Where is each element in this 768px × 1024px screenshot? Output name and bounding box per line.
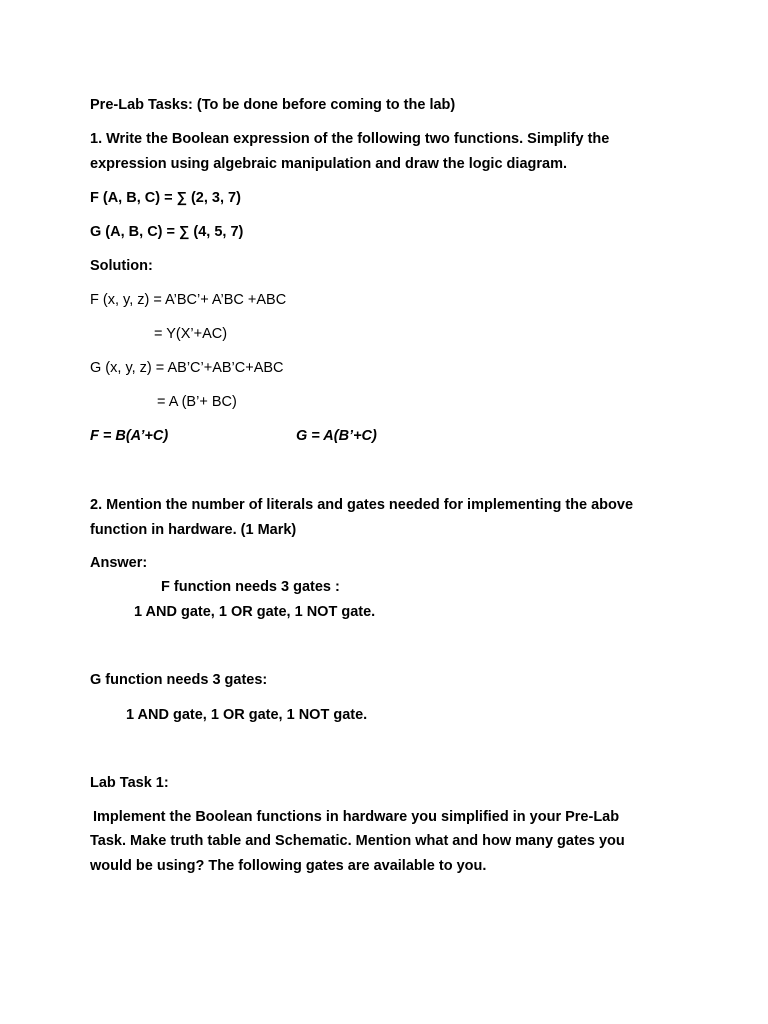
question-1-line-2: expression using algebraic manipulation and draw the logic diagram. [90, 156, 567, 172]
question-2-line-2: function in hardware. (1 Mark) [90, 522, 297, 538]
lab-task-line-2: Task. Make truth table and Schematic. Mention what and how many gates you [90, 833, 625, 849]
lab-task-heading: Lab Task 1: [90, 775, 169, 791]
prelab-heading: Pre-Lab Tasks: (To be done before coming to the lab) [90, 97, 456, 113]
lab-task-line-1: Implement the Boolean functions in hardware you simplified in your Pre-Lab [93, 809, 620, 825]
g-expression: G (x, y, z) = AB’C’+AB’C+ABC [90, 360, 284, 376]
g-gates-count: G function needs 3 gates: [90, 672, 268, 688]
g-gates-list: 1 AND gate, 1 OR gate, 1 NOT gate. [126, 707, 368, 723]
g-simplified: = A (B’+ BC) [157, 394, 237, 410]
f-gates-list: 1 AND gate, 1 OR gate, 1 NOT gate. [134, 604, 376, 620]
f-expression: F (x, y, z) = A’BC’+ A’BC +ABC [90, 292, 287, 308]
f-gates-count: F function needs 3 gates : [161, 579, 340, 595]
answer-label: Answer: [90, 555, 148, 571]
solution-label: Solution: [90, 258, 153, 274]
question-1-line-1: 1. Write the Boolean expression of the following two functions. Simplify the [90, 131, 610, 147]
lab-task-line-3: would be using? The following gates are available to you. [90, 858, 487, 874]
g-final-expression: G = A(B’+C) [296, 428, 377, 444]
f-final-expression: F = B(A’+C) [90, 428, 169, 444]
f-definition: F (A, B, C) = ∑ (2, 3, 7) [90, 190, 241, 206]
f-simplified: = Y(X’+AC) [154, 326, 228, 342]
question-2-line-1: 2. Mention the number of literals and gates needed for implementing the above [90, 497, 634, 513]
g-definition: G (A, B, C) = ∑ (4, 5, 7) [90, 224, 244, 240]
